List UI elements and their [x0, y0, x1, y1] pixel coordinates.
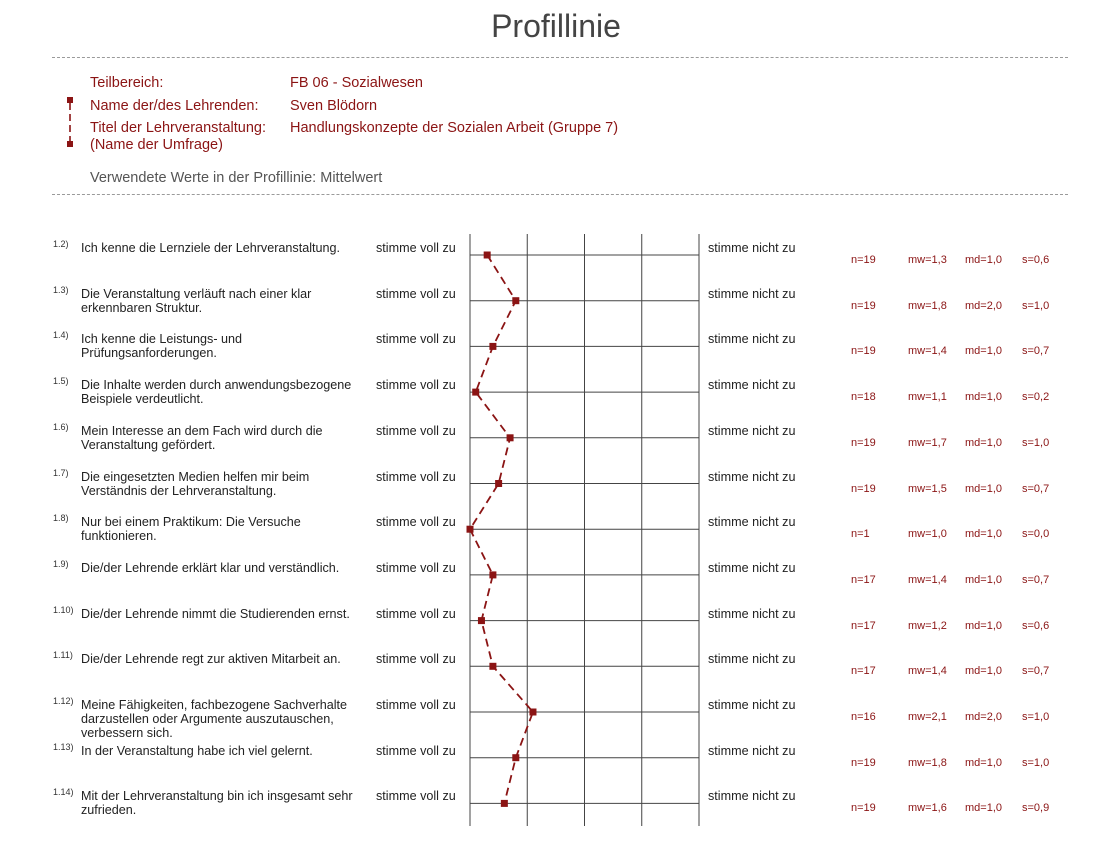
- item-number: 1.4): [53, 330, 69, 341]
- item-number: 1.6): [53, 421, 69, 432]
- item-question: Die Veranstaltung verläuft nach einer klar erkennbaren Struktur.: [81, 286, 312, 315]
- item-question: In der Veranstaltung habe ich viel gelernt.: [81, 743, 313, 758]
- left-pole-label: stimme voll zu: [376, 469, 456, 484]
- stat-mean: mw=1,0: [908, 528, 947, 541]
- stat-median: md=1,0: [965, 482, 1002, 495]
- right-pole-label: stimme nicht zu: [708, 789, 796, 804]
- stat-sd: s=0,6: [1022, 254, 1050, 266]
- stat-mean: mw=1,2: [908, 619, 947, 632]
- stat-median: md=1,0: [965, 436, 1002, 449]
- right-pole-label: stimme nicht zu: [708, 423, 796, 438]
- item-question: Die eingesetzten Medien helfen mir beim Verständnis der Lehrveranstaltung.: [81, 469, 310, 498]
- stat-median: md=2,0: [965, 299, 1002, 312]
- stat-sd: s=0,2: [1022, 391, 1050, 404]
- stat-n: n=17: [851, 665, 876, 678]
- stat-n: n=17: [851, 573, 876, 586]
- item-question: Ich kenne die Leistungs- und Prüfungsanforderungen.: [81, 332, 243, 361]
- stat-sd: s=0,0: [1022, 528, 1050, 541]
- right-pole-label: stimme nicht zu: [708, 469, 796, 484]
- right-pole-label: stimme nicht zu: [708, 332, 796, 347]
- table-row: [0, 419, 1112, 465]
- item-number: 1.14): [53, 787, 74, 798]
- right-pole-label: stimme nicht zu: [708, 606, 796, 621]
- stat-mean: mw=1,8: [908, 756, 947, 769]
- item-number: 1.13): [53, 741, 74, 752]
- left-pole-label: stimme voll zu: [376, 515, 456, 530]
- stat-sd: s=0,7: [1022, 665, 1050, 678]
- stat-mean: mw=2,1: [908, 711, 947, 723]
- stat-mean: mw=1,4: [908, 573, 947, 586]
- right-pole-label: stimme nicht zu: [708, 560, 796, 575]
- item-question: Die/der Lehrende erklärt klar und verständlich.: [81, 560, 340, 575]
- item-number: 1.9): [53, 558, 69, 569]
- titel-value: Handlungskonzepte der Sozialen Arbeit (Gruppe 7): [290, 120, 619, 136]
- stat-median: md=1,0: [965, 345, 1002, 358]
- stat-median: md=1,0: [965, 802, 1002, 815]
- stat-median: md=1,0: [965, 756, 1002, 769]
- lehrende-label: Name der/des Lehrenden:: [90, 98, 259, 114]
- item-question: Mit der Lehrveranstaltung bin ich insgesamt sehr zufrieden.: [81, 789, 353, 818]
- item-number: 1.2): [53, 239, 69, 249]
- item-number: 1.8): [53, 513, 69, 524]
- stat-mean: mw=1,4: [908, 345, 947, 358]
- stat-sd: s=1,0: [1022, 711, 1050, 723]
- table-row: [0, 647, 1112, 693]
- stat-mean: mw=1,4: [908, 665, 947, 678]
- stat-n: n=19: [851, 299, 876, 312]
- table-row: [0, 282, 1112, 328]
- table-row: [0, 739, 1112, 785]
- stat-sd: s=1,0: [1022, 756, 1050, 769]
- stat-median: md=1,0: [965, 665, 1002, 678]
- stat-n: n=17: [851, 619, 876, 632]
- titel-label-line1: Titel der Lehrveranstaltung:: [90, 120, 266, 136]
- item-number: 1.7): [53, 467, 69, 478]
- right-pole-label: stimme nicht zu: [708, 698, 796, 712]
- stat-sd: s=1,0: [1022, 436, 1050, 449]
- stat-sd: s=0,7: [1022, 345, 1050, 358]
- left-pole-label: stimme voll zu: [376, 789, 456, 804]
- stat-n: n=1: [851, 528, 870, 541]
- stat-n: n=19: [851, 802, 876, 815]
- titel-label-line2: (Name der Umfrage): [90, 137, 223, 153]
- stat-median: md=1,0: [965, 619, 1002, 632]
- left-pole-label: stimme voll zu: [376, 606, 456, 621]
- stat-mean: mw=1,8: [908, 299, 947, 312]
- stat-mean: mw=1,1: [908, 391, 947, 404]
- table-row: [0, 556, 1112, 602]
- left-pole-label: stimme voll zu: [376, 378, 456, 393]
- right-pole-label: stimme nicht zu: [708, 241, 796, 255]
- item-question: Mein Interesse an dem Fach wird durch die Veranstaltung gefördert.: [81, 423, 323, 452]
- right-pole-label: stimme nicht zu: [708, 652, 796, 667]
- left-pole-label: stimme voll zu: [376, 560, 456, 575]
- stat-n: n=18: [851, 391, 876, 404]
- stat-n: n=19: [851, 436, 876, 449]
- page-title: Profillinie: [491, 8, 621, 44]
- table-row: [0, 602, 1112, 648]
- item-question: Die/der Lehrende nimmt die Studierenden ernst.: [81, 606, 350, 621]
- right-pole-label: stimme nicht zu: [708, 286, 796, 301]
- right-pole-label: stimme nicht zu: [708, 515, 796, 530]
- item-number: 1.3): [53, 284, 69, 295]
- teilbereich-value: FB 06 - Sozialwesen: [290, 75, 423, 91]
- stat-median: md=1,0: [965, 573, 1002, 586]
- table-row: [0, 465, 1112, 511]
- stat-n: n=19: [851, 345, 876, 358]
- stat-sd: s=0,9: [1022, 802, 1050, 815]
- teilbereich-label: Teilbereich:: [90, 75, 164, 91]
- stat-median: md=1,0: [965, 528, 1002, 541]
- left-pole-label: stimme voll zu: [376, 743, 456, 758]
- table-row: [0, 784, 1112, 830]
- left-pole-label: stimme voll zu: [376, 332, 456, 347]
- table-row: [0, 510, 1112, 556]
- left-pole-label: stimme voll zu: [376, 698, 456, 712]
- left-pole-label: stimme voll zu: [376, 286, 456, 301]
- stat-median: md=2,0: [965, 711, 1002, 723]
- item-number: 1.12): [53, 696, 74, 706]
- table-row: [0, 693, 1112, 739]
- item-number: 1.11): [53, 650, 73, 661]
- table-row: [0, 373, 1112, 419]
- stat-sd: s=1,0: [1022, 299, 1050, 312]
- right-pole-label: stimme nicht zu: [708, 378, 796, 393]
- stat-sd: s=0,7: [1022, 482, 1050, 495]
- right-pole-label: stimme nicht zu: [708, 743, 796, 758]
- item-question: Die Inhalte werden durch anwendungsbezogene Beispiele verdeutlicht.: [81, 378, 352, 407]
- stat-sd: s=0,6: [1022, 619, 1050, 632]
- left-pole-label: stimme voll zu: [376, 423, 456, 438]
- left-pole-label: stimme voll zu: [376, 241, 456, 255]
- stat-mean: mw=1,5: [908, 482, 947, 495]
- item-question: Die/der Lehrende regt zur aktiven Mitarbeit an.: [81, 652, 341, 667]
- stat-median: md=1,0: [965, 254, 1002, 266]
- values-used-note: Verwendete Werte in der Profillinie: Mittelwert: [90, 170, 383, 186]
- item-number: 1.10): [53, 604, 74, 615]
- table-row: [0, 236, 1112, 282]
- item-question: Meine Fähigkeiten, fachbezogene Sachverhalte darzustellen oder Argumente auszutauschen, verbessern sich.: [81, 698, 348, 740]
- stat-mean: mw=1,6: [908, 802, 947, 815]
- left-pole-label: stimme voll zu: [376, 652, 456, 667]
- stat-sd: s=0,7: [1022, 573, 1050, 586]
- stat-mean: mw=1,7: [908, 436, 947, 449]
- item-question: Ich kenne die Lernziele der Lehrveranstaltung.: [81, 241, 341, 255]
- lehrende-value: Sven Blödorn: [290, 98, 378, 114]
- stat-n: n=16: [851, 711, 876, 723]
- item-question: Nur bei einem Praktikum: Die Versuche funktionieren.: [81, 515, 301, 544]
- stat-n: n=19: [851, 482, 876, 495]
- stat-n: n=19: [851, 756, 876, 769]
- item-number: 1.5): [53, 376, 69, 387]
- table-row: [0, 327, 1112, 373]
- stat-mean: mw=1,3: [908, 254, 947, 266]
- stat-n: n=19: [851, 254, 876, 266]
- stat-median: md=1,0: [965, 391, 1002, 404]
